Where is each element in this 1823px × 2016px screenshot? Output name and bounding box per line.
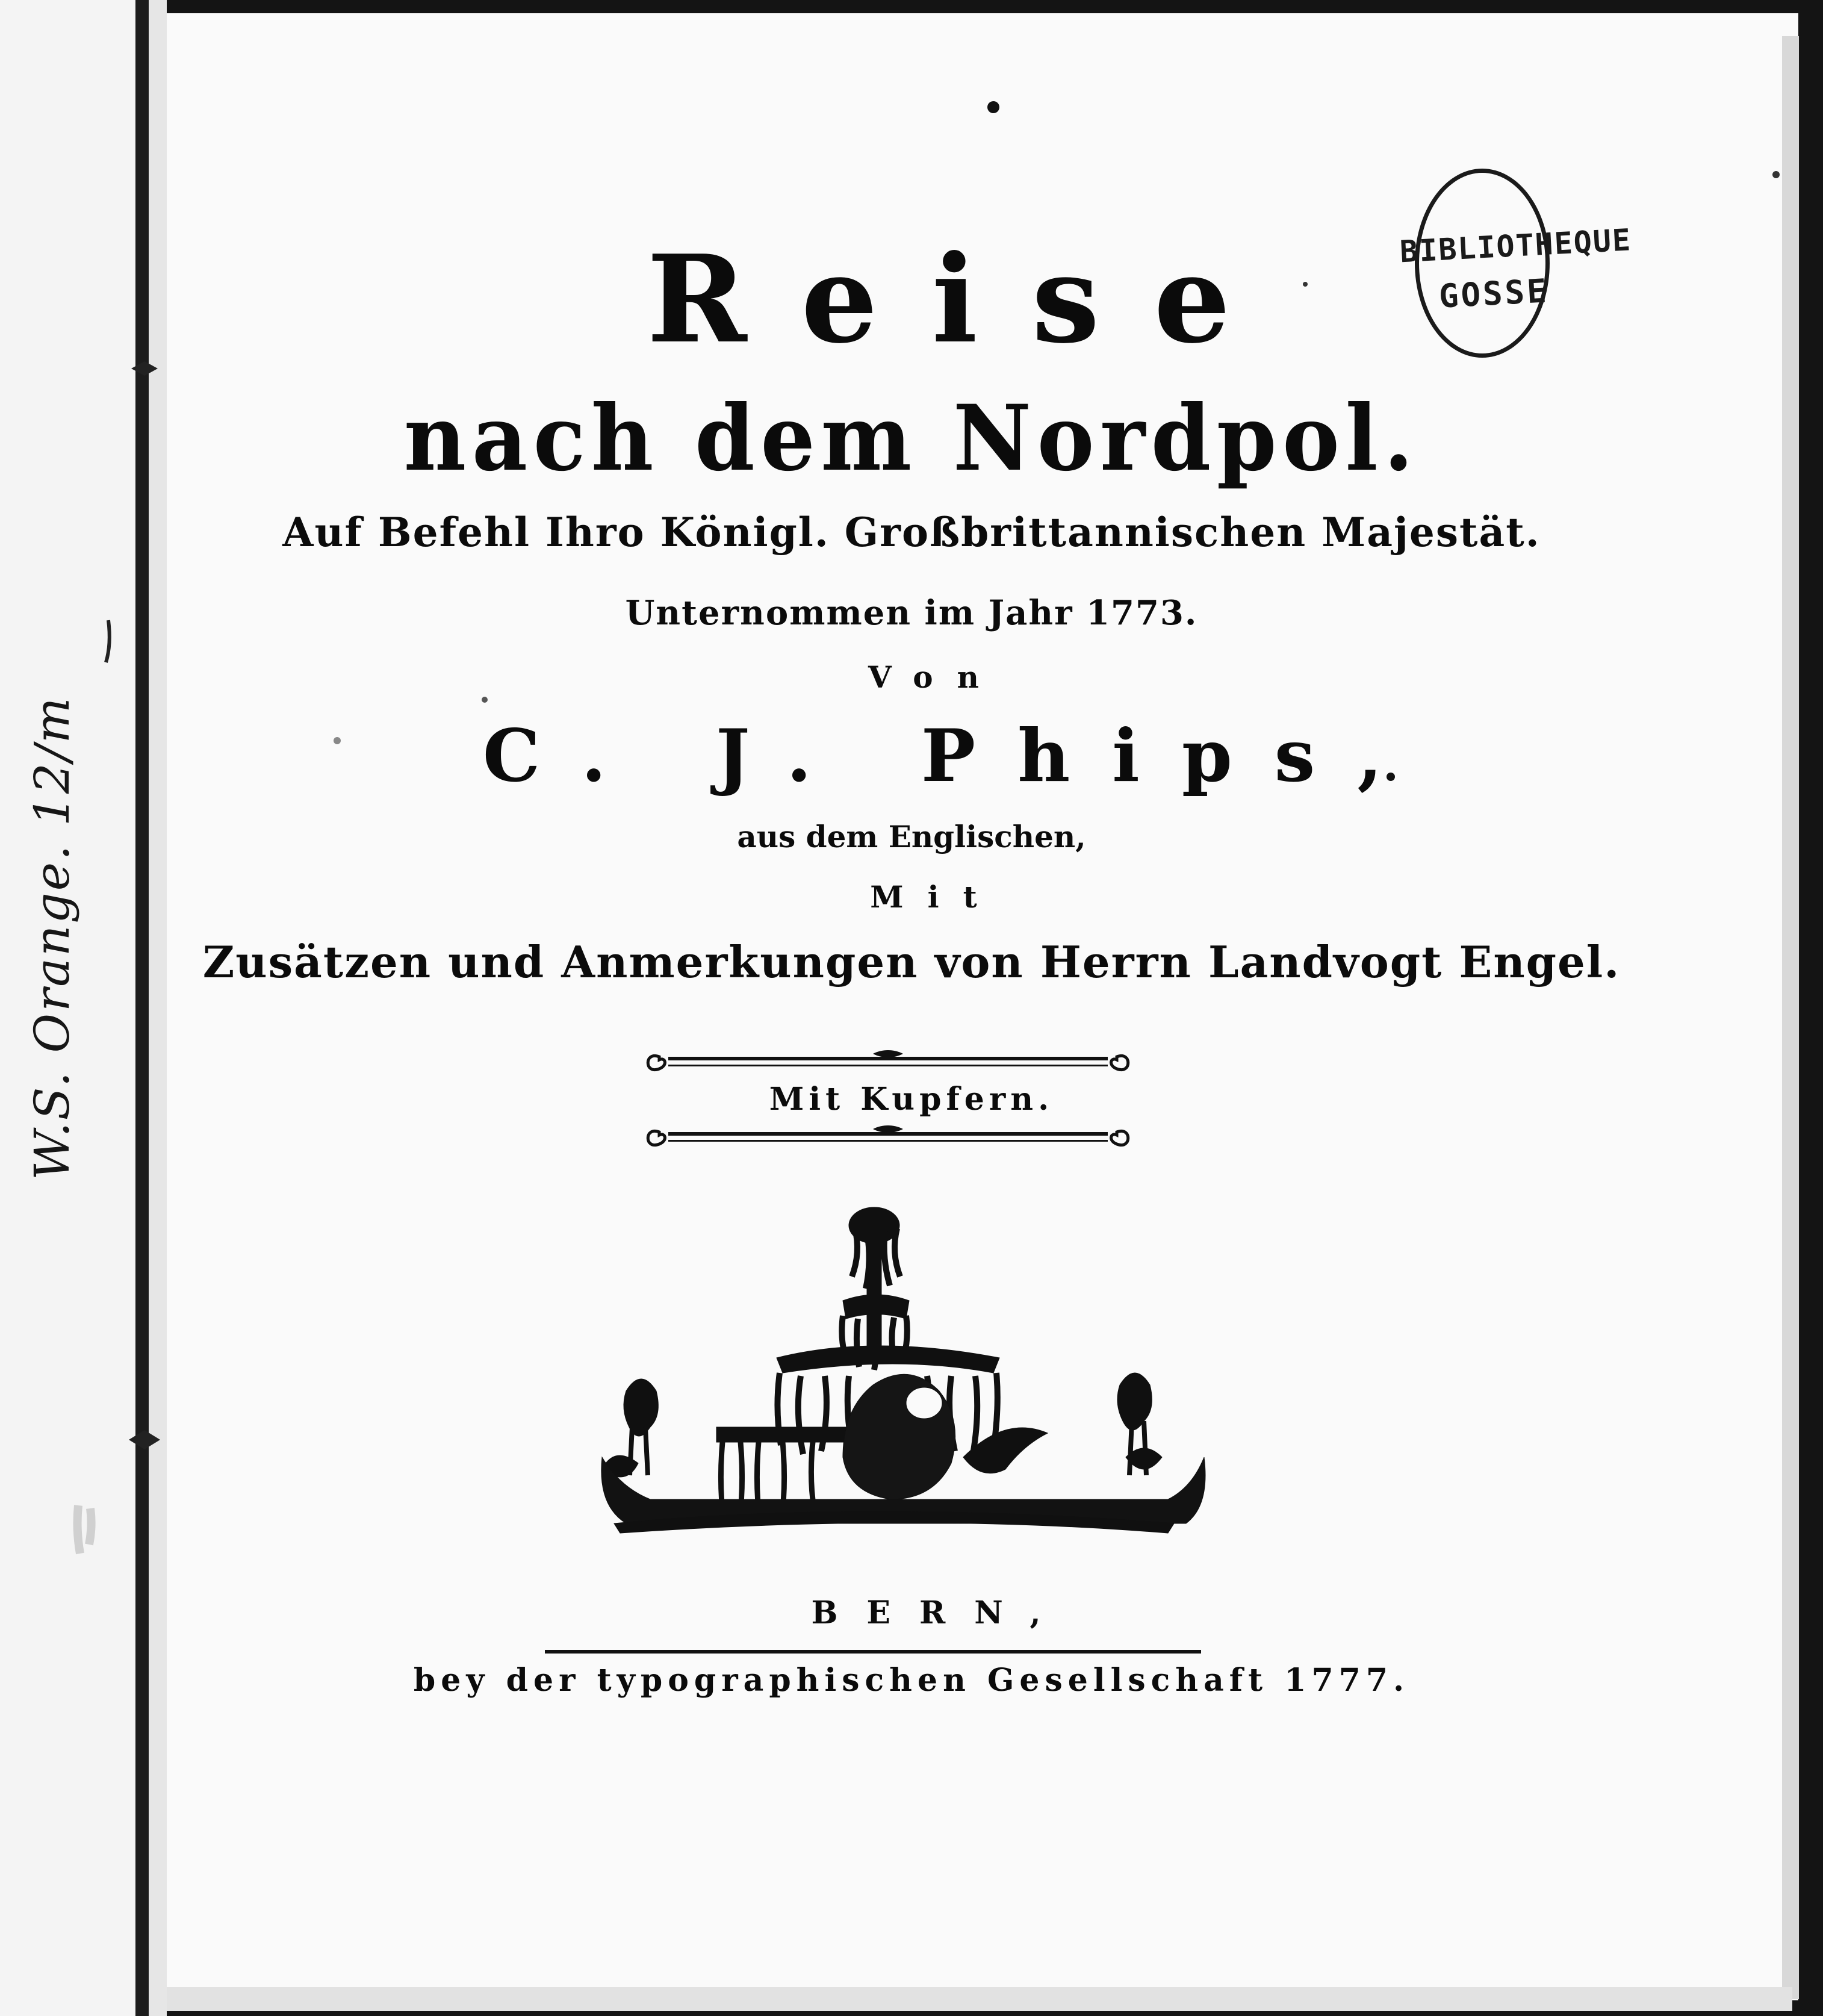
plates-note: Mit Kupfern.	[769, 1081, 1054, 1118]
additions-line: Zusätzen und Anmerkungen von Herrn Landvogt Engel.	[202, 936, 1621, 988]
library-stamp-bottom-text: GOSSE	[1438, 272, 1550, 316]
imprint-rule	[545, 1650, 1201, 1654]
translation-line: aus dem Englischen,	[737, 819, 1086, 854]
year-line: Unternommen im Jahr 1773.	[625, 593, 1198, 633]
imprint-publisher: bey der typographischen Gesellschaft 1777.	[413, 1662, 1410, 1699]
subtitle-nordpol: nach dem Nordpol.	[403, 385, 1420, 491]
von-line: Von	[868, 659, 1003, 695]
commission-line: Auf Befehl Ihro Königl. Großbrittannischen Majestät.	[282, 509, 1541, 556]
title-reise: Reise	[647, 229, 1285, 370]
mit-line: Mit	[870, 879, 1001, 915]
imprint-city: BERN,	[811, 1594, 1070, 1631]
library-stamp-top-text: BIBLIOTHEQUE	[1399, 222, 1633, 270]
handwritten-shelfmark: W.S. Orange. 12/m	[24, 695, 80, 1180]
author-name: C. J. Phips,	[482, 714, 1425, 798]
